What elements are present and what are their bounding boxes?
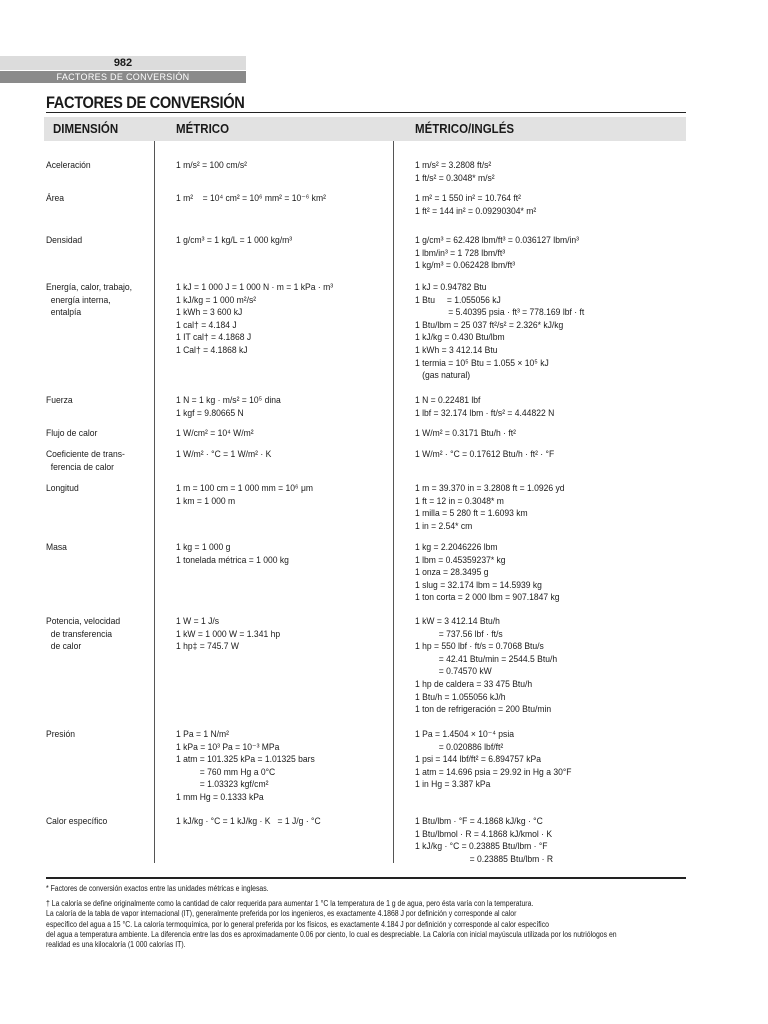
dimension-cell: Masa: [46, 542, 67, 553]
dimension-cell: Potencia, velocidad de transferencia de calor: [46, 616, 121, 653]
dimension-cell: Densidad: [46, 235, 83, 246]
metric-cell: 1 W = 1 J/s 1 kW = 1 000 W = 1.341 hp 1 hp‡ = 745.7 W: [176, 616, 281, 653]
running-head: FACTORES DE CONVERSIÓN: [0, 71, 246, 83]
english-cell: 1 W/m² · °C = 0.17612 Btu/h · ft² · °F: [415, 449, 555, 460]
english-cell: 1 kW = 3 412.14 Btu/h = 737.56 lbf · ft/s 1 hp = 550 lbf · ft/s = 0.7068 Btu/s = 42.41 Btu/min = 2544.5 Btu/h = 0.74570 kW 1 hp de caldera = 33 475 Btu/h 1 Btu/h = 1.055056 kJ/h 1 ton de refrigeración = 200 Btu/min: [415, 616, 558, 716]
english-cell: 1 Btu/lbm · °F = 4.1868 kJ/kg · °C 1 Btu/lbmol · R = 4.1868 kJ/kmol · K 1 kJ/kg · °C = 0.23885 Btu/lbm · °F = 0.23885 Btu/lbm · R: [415, 816, 554, 865]
table-bottom-rule: [46, 877, 686, 879]
metric-cell: 1 m² = 10⁴ cm² = 10⁶ mm² = 10⁻⁶ km²: [176, 193, 326, 204]
metric-cell: 1 m/s² = 100 cm/s²: [176, 160, 248, 171]
table-header: [44, 117, 686, 141]
english-cell: 1 kg = 2.2046226 lbm 1 lbm = 0.45359237* kg 1 onza = 28.3495 g 1 slug = 32.174 lbm = 14.5939 kg 1 ton corta = 2 000 lbm = 907.1847 kg: [415, 542, 560, 604]
metric-cell: 1 kJ = 1 000 J = 1 000 N · m = 1 kPa · m³ 1 kJ/kg = 1 000 m²/s² 1 kWh = 3 600 kJ 1 cal† = 4.184 J 1 IT cal† = 4.1868 J 1 Cal† = 4.1868 kJ: [176, 282, 334, 356]
dimension-cell: Fuerza: [46, 395, 73, 406]
column-header-dimension: DIMENSIÓN: [53, 122, 119, 136]
dimension-cell: Aceleración: [46, 160, 91, 171]
dimension-cell: Flujo de calor: [46, 428, 98, 439]
metric-cell: 1 Pa = 1 N/m² 1 kPa = 10³ Pa = 10⁻³ MPa 1 atm = 101.325 kPa = 1.01325 bars = 760 mm Hg a 0°C = 1.03323 kgf/cm² 1 mm Hg = 0.1333 kPa: [176, 729, 315, 803]
english-cell: 1 W/m² = 0.3171 Btu/h · ft²: [415, 428, 516, 439]
dimension-cell: Calor específico: [46, 816, 108, 827]
footnote-calorie: † La caloría se define originalmente como la cantidad de calor requerida para aumentar 1 °C la temperatura de 1 g de agua, pero ésta varía con la temperatura. La caloría de la tabla de vapor internacional (IT), generalmente preferida por los ingenieros, es exactamente 4.1868 J por definición y corresponde al calor específico del agua a 15 °C. La caloría termoquímica, por lo general preferida por los físicos, es exactamente 4.184 J por definición y corresponde al calor específico del agua a temperatura ambiente. La diferencia entre las dos es aproximadamente 0.06 por ciento, lo cual es despreciable. La Caloría con inicial mayúscula utilizada por los nutriólogos en realidad es una kilocaloría (1 000 calorías IT).: [46, 899, 617, 950]
page-number: 982: [0, 56, 246, 70]
dimension-cell: Longitud: [46, 483, 79, 494]
dimension-cell: Área: [46, 193, 65, 204]
english-cell: 1 Pa = 1.4504 × 10⁻⁴ psia = 0.020886 lbf/ft² 1 psi = 144 lbf/ft² = 6.894757 kPa 1 atm = 14.696 psia = 29.92 in Hg a 30°F 1 in Hg = 3.387 kPa: [415, 729, 572, 791]
column-divider: [154, 141, 155, 863]
dimension-cell: Energía, calor, trabajo, energía interna, entalpía: [46, 282, 133, 319]
column-header-metric-english: MÉTRICO/INGLÉS: [415, 122, 515, 136]
metric-cell: 1 W/cm² = 10⁴ W/m²: [176, 428, 254, 439]
metric-cell: 1 m = 100 cm = 1 000 mm = 10⁶ μm 1 km = 1 000 m: [176, 483, 313, 507]
english-cell: 1 g/cm³ = 62.428 lbm/ft³ = 0.036127 lbm/in³ 1 lbm/in³ = 1 728 lbm/ft³ 1 kg/m³ = 0.062428 lbm/ft³: [415, 235, 579, 272]
english-cell: 1 m = 39.370 in = 3.2808 ft = 1.0926 yd 1 ft = 12 in = 0.3048* m 1 milla = 5 280 ft = 1.6093 km 1 in = 2.54* cm: [415, 483, 565, 532]
metric-cell: 1 W/m² · °C = 1 W/m² · K: [176, 449, 272, 460]
metric-cell: 1 kg = 1 000 g 1 tonelada métrica = 1 000 kg: [176, 542, 289, 566]
metric-cell: 1 g/cm³ = 1 kg/L = 1 000 kg/m³: [176, 235, 293, 246]
page-title: FACTORES DE CONVERSIÓN: [46, 93, 245, 112]
english-cell: 1 m² = 1 550 in² = 10.764 ft² 1 ft² = 144 in² = 0.09290304* m²: [415, 193, 537, 217]
title-rule: [46, 112, 686, 113]
english-cell: 1 m/s² = 3.2808 ft/s² 1 ft/s² = 0.3048* m/s²: [415, 160, 495, 184]
column-divider: [393, 141, 394, 863]
page-header-box: [0, 56, 246, 83]
column-header-metric: MÉTRICO: [176, 122, 230, 136]
metric-cell: 1 N = 1 kg · m/s² = 10⁵ dina 1 kgf = 9.80665 N: [176, 395, 281, 419]
english-cell: 1 kJ = 0.94782 Btu 1 Btu = 1.055056 kJ = 5.40395 psia · ft³ = 778.169 lbf · ft 1 Btu/lbm = 25 037 ft²/s² = 2.326* kJ/kg 1 kJ/kg = 0.430 Btu/lbm 1 kWh = 3 412.14 Btu 1 termia = 10⁵ Btu = 1.055 × 10⁵ kJ (gas natural): [415, 282, 585, 382]
metric-cell: 1 kJ/kg · °C = 1 kJ/kg · K = 1 J/g · °C: [176, 816, 321, 827]
dimension-cell: Coeficiente de trans- ferencia de calor: [46, 449, 125, 473]
footnote-exact: * Factores de conversión exactos entre las unidades métricas e inglesas.: [46, 884, 269, 893]
english-cell: 1 N = 0.22481 lbf 1 lbf = 32.174 lbm · ft/s² = 4.44822 N: [415, 395, 555, 419]
dimension-cell: Presión: [46, 729, 75, 740]
